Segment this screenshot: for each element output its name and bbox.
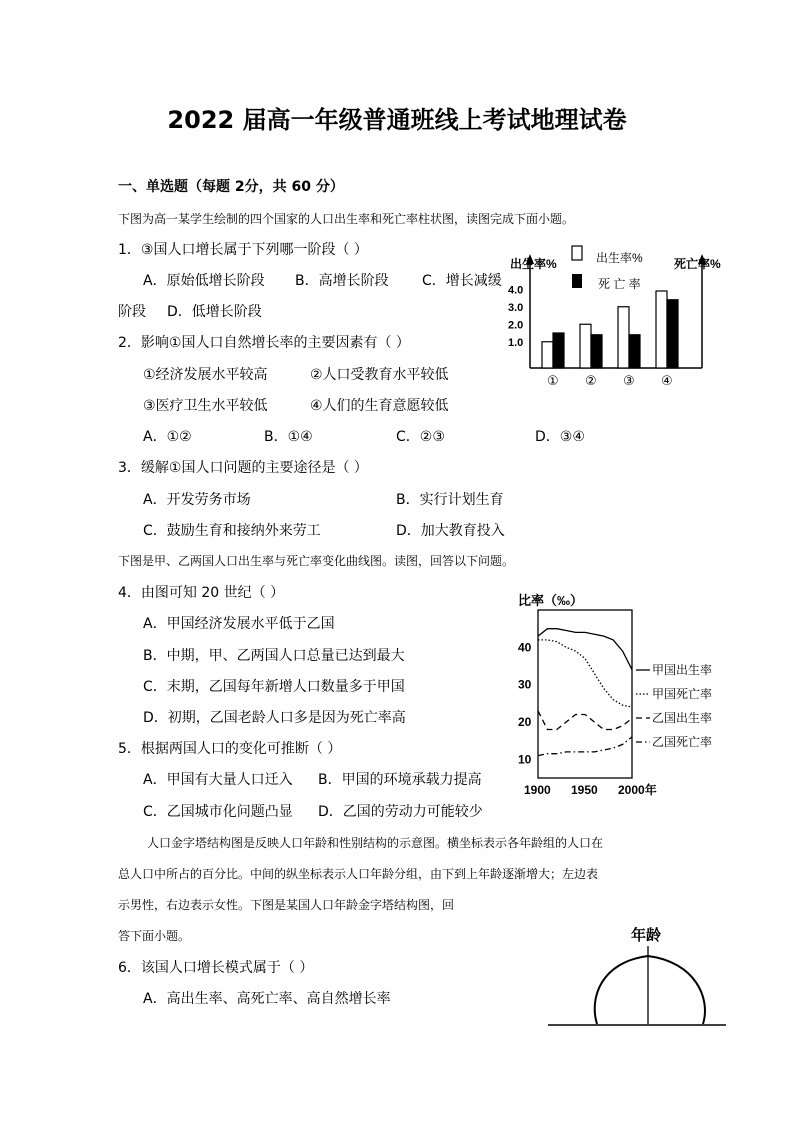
question-6-stem: 6．该国人口增长模式属于（ ） — [118, 960, 314, 976]
death-rate-bar-2 — [591, 335, 602, 368]
q1-option-a[interactable]: A．原始低增长阶段 — [143, 273, 265, 289]
line-xtick-label: 2000年 — [618, 783, 657, 797]
q5-option-b[interactable]: B．甲国的环境承载力提高 — [318, 772, 482, 788]
q2-factor-1: ①经济发展水平较高 — [143, 367, 268, 383]
q4-option-a[interactable]: A．甲国经济发展水平低于乙国 — [143, 616, 335, 632]
bar-category-label: ③ — [623, 373, 635, 388]
birth-death-bar-chart — [504, 240, 730, 390]
line-ytick-label: 20 — [518, 715, 532, 729]
series-line-1 — [538, 629, 632, 670]
q1-option-c-cont: 阶段 — [118, 304, 146, 320]
death-rate-bar-4 — [667, 300, 678, 368]
legend-birth-swatch — [572, 246, 582, 260]
q5-option-d[interactable]: D．乙国的劳动力可能较少 — [318, 804, 483, 820]
line-ylabel: 比率（‰） — [518, 593, 584, 608]
intro-text-2: 下图是甲、乙两国人口出生率与死亡率变化曲线图。读图，回答以下问题。 — [118, 554, 515, 568]
section-heading: 一、单选题（每题 2分，共 60 分） — [118, 179, 344, 195]
question-4-stem: 4．由图可知 20 世纪（ ） — [118, 585, 285, 601]
q2-factor-2: ②人口受教育水平较低 — [310, 367, 449, 383]
population-rate-line-chart — [512, 592, 742, 802]
death-rate-bar-3 — [629, 335, 640, 368]
line-xtick-label: 1900 — [524, 783, 551, 797]
question-1-stem: 1．③国人口增长属于下列哪一阶段（ ） — [118, 242, 368, 258]
page-title: 2022 届高一年级普通班线上考试地理试卷 — [167, 106, 627, 134]
legend-death-label: 死 亡 率 — [598, 277, 641, 291]
birth-rate-bar-3 — [618, 307, 629, 368]
line-ytick-label: 30 — [518, 677, 532, 692]
bar-ylabel-left: 出生率% — [510, 257, 557, 271]
q2-option-d[interactable]: D．③④ — [535, 429, 585, 445]
q2-option-c[interactable]: C．②③ — [396, 429, 445, 445]
q1-option-c[interactable]: C．增长减缓 — [422, 273, 502, 289]
q5-option-c[interactable]: C．乙国城市化问题凸显 — [143, 804, 293, 820]
q4-option-b[interactable]: B．中期，甲、乙两国人口总量已达到最大 — [143, 648, 405, 664]
legend-series-label: 乙国出生率 — [652, 711, 713, 725]
q2-factor-3: ③医疗卫生水平较低 — [143, 398, 268, 414]
population-pyramid — [545, 920, 730, 1032]
q1-option-d[interactable]: D．低增长阶段 — [167, 304, 262, 320]
q2-option-b[interactable]: B．①④ — [264, 429, 313, 445]
intro-text-3-line-3: 示男性，右边表示女性。下图是某国人口年龄金字塔结构图，回 — [118, 898, 455, 912]
bar-ytick-label: 1.0 — [508, 336, 524, 349]
bar-category-label: ② — [585, 373, 597, 388]
intro-text-3-line-4: 答下面小题。 — [118, 929, 191, 943]
q4-option-d[interactable]: D．初期，乙国老龄人口多是因为死亡率高 — [143, 710, 406, 726]
q3-option-a[interactable]: A．开发劳务市场 — [143, 492, 251, 508]
q1-option-b[interactable]: B．高增长阶段 — [295, 273, 389, 289]
question-5-stem: 5．根据两国人口的变化可推断（ ） — [118, 741, 342, 757]
q3-option-c[interactable]: C．鼓励生育和接纳外来劳工 — [143, 523, 321, 539]
bar-category-label: ① — [547, 373, 559, 388]
legend-series-label: 乙国死亡率 — [652, 735, 713, 749]
series-line-2 — [538, 640, 632, 707]
intro-text-1: 下图为高一某学生绘制的四个国家的人口出生率和死亡率柱状图，读图完成下面小题。 — [118, 212, 575, 226]
series-line-4 — [538, 737, 632, 756]
legend-birth-label: 出生率% — [596, 251, 643, 265]
q6-option-a[interactable]: A．高出生率、高死亡率、高自然增长率 — [143, 991, 391, 1007]
birth-rate-bar-1 — [542, 342, 553, 368]
bar-category-label: ④ — [661, 373, 673, 388]
q4-option-c[interactable]: C．末期，乙国每年新增人口数量多于甲国 — [143, 679, 405, 695]
line-xtick-label: 1950 — [571, 783, 598, 797]
line-plot-frame — [538, 610, 632, 778]
series-line-3 — [538, 711, 632, 730]
q3-option-b[interactable]: B．实行计划生育 — [396, 492, 504, 508]
q2-factor-4: ④人们的生育意愿较低 — [310, 398, 449, 414]
birth-rate-bar-4 — [656, 291, 667, 368]
q5-option-a[interactable]: A．甲国有大量人口迁入 — [143, 772, 293, 788]
intro-text-3-line-2: 总人口中所占的百分比。中间的纵坐标表示人口年龄分组，由下到上年龄逐渐增大；左边表 — [118, 867, 599, 881]
legend-series-label: 甲国死亡率 — [652, 687, 713, 701]
bar-ylabel-right: 死亡率% — [674, 257, 721, 271]
pyramid-age-label: 年龄 — [631, 927, 662, 944]
birth-rate-bar-2 — [580, 324, 591, 368]
death-rate-bar-1 — [553, 333, 564, 368]
pyramid-outline — [595, 956, 705, 1024]
bar-ytick-label: 3.0 — [508, 301, 524, 314]
intro-text-3-line-1: 人口金字塔结构图是反映人口年龄和性别结构的示意图。横坐标表示各年龄组的人口在 — [147, 836, 604, 850]
line-ytick-label: 40 — [518, 640, 532, 655]
q2-option-a[interactable]: A．①② — [143, 429, 192, 445]
legend-series-label: 甲国出生率 — [652, 663, 713, 677]
question-2-stem: 2．影响①国人口自然增长率的主要因素有（ ） — [118, 335, 410, 351]
line-ytick-label: 10 — [518, 752, 532, 767]
legend-death-swatch — [572, 274, 582, 288]
question-3-stem: 3．缓解①国人口问题的主要途径是（ ） — [118, 460, 368, 476]
bar-ytick-label: 2.0 — [508, 319, 524, 332]
bar-ytick-label: 4.0 — [508, 284, 524, 297]
q3-option-d[interactable]: D．加大教育投入 — [396, 523, 505, 539]
